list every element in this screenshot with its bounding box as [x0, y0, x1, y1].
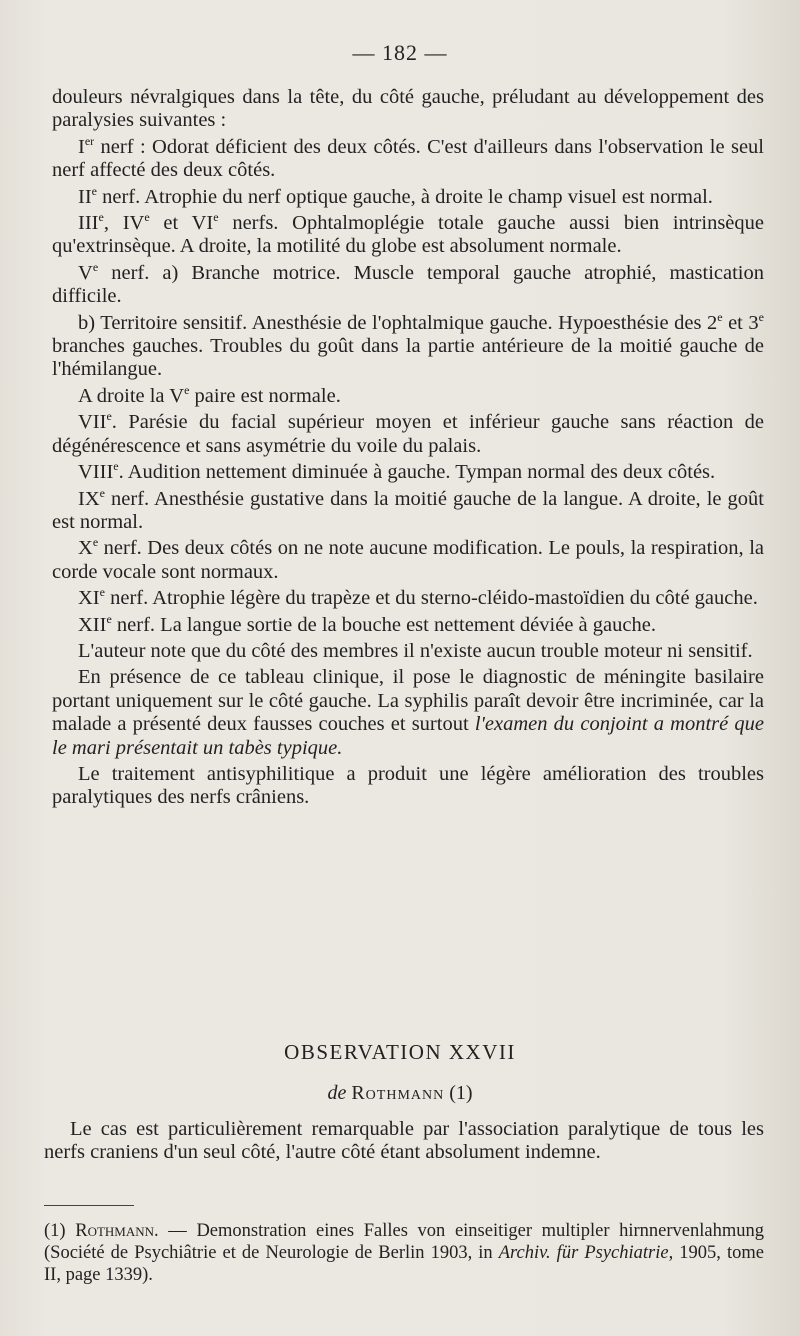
paragraph-nerve-8: VIIIe. Audition nettement diminuée à gauche. Tympan normal des deux côtés.	[78, 459, 716, 484]
paragraph-nerve-2: IIe nerf. Atrophie du nerf optique gauche, à droite le champ visuel est normal.	[78, 183, 713, 208]
paragraph-nerve-5-right: A droite la Ve paire est normale.	[78, 383, 341, 407]
footnote: (1) Rothmann. — Demonstration eines Falles von einseitiger multipler hirnnervenlahmung (Société de Psychiâtrie et de Neurologie de Berlin 1903, in Archiv. für Psychiatrie, 1905, tome II, page 1339).	[44, 1221, 765, 1285]
paragraph-nerves-3-4-6: IIIe, IVe et VIe nerfs. Ophtalmoplégie totale gauche aussi bien intrinsèque qu'extrinsèque. A droite, la motilité du globe est absolument normale.	[52, 210, 764, 258]
page-number: — 182 —	[352, 40, 448, 65]
paragraph-nerve-9: IXe nerf. Anesthésie gustative dans la moitié gauche de la langue. A droite, le goût est normal.	[52, 485, 764, 533]
paragraph-nerve-5-motor: Ve nerf. a) Branche motrice. Muscle temporal gauche atrophié, mastication difficile.	[52, 260, 764, 308]
paragraph-limbs: L'auteur note que du côté des membres il n'existe aucun trouble moteur ni sensitif.	[78, 639, 753, 662]
paragraph-diagnosis: En présence de ce tableau clinique, il pose le diagnostic de méningite basilaire portant uniquement sur le côté gauche. La syphilis paraît devoir être incriminée, car la malade a présenté deux fausses couches et surtout l'examen du conjoint a montré que le mari présentait un tabès typique.	[52, 666, 765, 759]
observation-author: de Rothmann (1)	[327, 1082, 473, 1104]
paragraph-intro-fragment: douleurs névralgiques dans la tête, du côté gauche, préludant au développement des paralysies suivantes :	[52, 86, 764, 132]
paragraph-nerve-1: Ier nerf : Odorat déficient des deux côtés. C'est d'ailleurs dans l'observation le seul nerf affecté des deux côtés.	[52, 133, 764, 182]
paragraph-nerve-5-sensory: b) Territoire sensitif. Anesthésie de l'ophtalmique gauche. Hypoesthésie des 2e et 3e branches gauches. Troubles du goût dans la partie antérieure de la moitié gauche de l'hémilangue.	[52, 309, 764, 381]
footnote-divider	[44, 1205, 134, 1206]
paragraph-nerve-12: XIIe nerf. La langue sortie de la bouche est nettement déviée à gauche.	[78, 611, 656, 636]
paragraph-treatment: Le traitement antisyphilitique a produit une légère amélioration des troubles paralytiques des nerfs crâniens.	[52, 762, 764, 809]
paragraph-nerve-10: Xe nerf. Des deux côtés on ne note aucune modification. Le pouls, la respiration, la corde vocale sont normaux.	[52, 535, 764, 583]
observation-intro: Le cas est particulièrement remarquable par l'association paralytique de tous les nerfs craniens d'un seul côté, l'autre côté étant absolument indemne.	[44, 1118, 764, 1164]
observation-title: OBSERVATION XXVII	[284, 1040, 516, 1064]
body-text	[52, 86, 764, 810]
paragraph-nerve-7: VIIe. Parésie du facial supérieur moyen et inférieur gauche sans réaction de dégénérescence et sans asymétrie du voile du palais.	[52, 409, 764, 457]
paragraph-nerve-11: XIe nerf. Atrophie légère du trapèze et du sterno-cléido-mastoïdien du côté gauche.	[78, 585, 758, 610]
